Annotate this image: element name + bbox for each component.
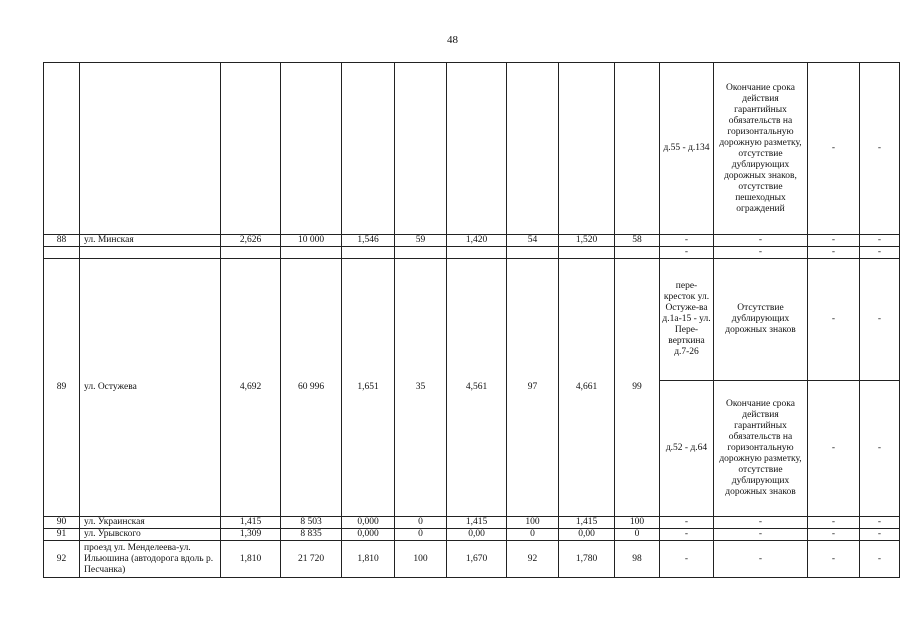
cell-c6: 100	[395, 541, 447, 578]
cell-c13: -	[860, 235, 900, 247]
cell-c9	[559, 63, 615, 235]
cell-reason: Отсутствие дублирующих дорожных знаков	[714, 259, 808, 381]
roads-table	[43, 62, 900, 578]
cell-c12: -	[808, 529, 860, 541]
cell-section: пере-кресток ул. Остуже-ва д.1а-15 - ул. Пере-верткина д.7-26	[660, 259, 714, 381]
table-row	[44, 235, 900, 247]
cell-c9: 4,661	[559, 259, 615, 517]
cell-c12: -	[808, 63, 860, 235]
cell-c9: 1,780	[559, 541, 615, 578]
cell-c9	[559, 247, 615, 259]
cell-c4	[281, 63, 342, 235]
cell-name: ул. Украинская	[80, 517, 221, 529]
cell-c7: 0,00	[447, 529, 507, 541]
cell-c5: 1,651	[342, 259, 395, 517]
cell-c12: -	[808, 517, 860, 529]
cell-c12: -	[808, 381, 860, 517]
cell-num: 91	[44, 529, 80, 541]
cell-reason: Окончание срока действия гарантийных обязательств на горизонтальную дорожную разметку, отсутствие дублирующих дорожных знаков	[714, 381, 808, 517]
cell-c7: 1,420	[447, 235, 507, 247]
cell-c5: 0,000	[342, 517, 395, 529]
cell-reason: Окончание срока действия гарантийных обязательств на горизонтальную дорожную разметку, отсутствие дублирующих дорожных знаков, отсутствие пешеходных ограждений	[714, 63, 808, 235]
cell-num: 92	[44, 541, 80, 578]
cell-reason: -	[714, 541, 808, 578]
cell-section: д.55 - д.134	[660, 63, 714, 235]
cell-c3	[221, 247, 281, 259]
cell-c8: 92	[507, 541, 559, 578]
cell-c12: -	[808, 235, 860, 247]
cell-c3: 1,309	[221, 529, 281, 541]
cell-c10: 98	[615, 541, 660, 578]
cell-c13: -	[860, 381, 900, 517]
cell-num: 90	[44, 517, 80, 529]
cell-c3: 2,626	[221, 235, 281, 247]
cell-c3	[221, 63, 281, 235]
cell-c8: 0	[507, 529, 559, 541]
cell-c4: 21 720	[281, 541, 342, 578]
cell-name	[80, 63, 221, 235]
cell-c9: 1,415	[559, 517, 615, 529]
cell-c13: -	[860, 63, 900, 235]
cell-c3: 1,415	[221, 517, 281, 529]
cell-reason: -	[714, 235, 808, 247]
table-row	[44, 529, 900, 541]
cell-c13: -	[860, 259, 900, 381]
cell-num	[44, 63, 80, 235]
cell-c10: 100	[615, 517, 660, 529]
cell-c13: -	[860, 517, 900, 529]
cell-c4	[281, 247, 342, 259]
cell-section: -	[660, 541, 714, 578]
table-row	[44, 541, 900, 578]
table-row	[44, 63, 900, 235]
cell-c8: 54	[507, 235, 559, 247]
cell-c9: 1,520	[559, 235, 615, 247]
cell-c4: 8 835	[281, 529, 342, 541]
cell-num: 88	[44, 235, 80, 247]
cell-name: проезд ул. Менделеева-ул. Ильюшина (автодорога вдоль р. Песчанка)	[80, 541, 221, 578]
cell-c3: 4,692	[221, 259, 281, 517]
cell-c7	[447, 247, 507, 259]
cell-c8	[507, 247, 559, 259]
cell-name: ул. Урывского	[80, 529, 221, 541]
cell-c12: -	[808, 541, 860, 578]
cell-c4: 10 000	[281, 235, 342, 247]
cell-c6: 59	[395, 235, 447, 247]
cell-c7: 4,561	[447, 259, 507, 517]
cell-c6	[395, 63, 447, 235]
cell-c6	[395, 247, 447, 259]
cell-section: д.52 - д.64	[660, 381, 714, 517]
cell-c13: -	[860, 541, 900, 578]
cell-c10: 58	[615, 235, 660, 247]
cell-c10	[615, 247, 660, 259]
cell-c13: -	[860, 529, 900, 541]
cell-c6: 35	[395, 259, 447, 517]
table-row	[44, 259, 900, 381]
cell-c8: 97	[507, 259, 559, 517]
cell-section: -	[660, 235, 714, 247]
cell-c5: 1,810	[342, 541, 395, 578]
cell-num	[44, 247, 80, 259]
cell-c3: 1,810	[221, 541, 281, 578]
cell-c5: 1,546	[342, 235, 395, 247]
cell-c4: 8 503	[281, 517, 342, 529]
page-number: 48	[447, 34, 458, 46]
cell-c9: 0,00	[559, 529, 615, 541]
cell-num: 89	[44, 259, 80, 517]
cell-section: -	[660, 247, 714, 259]
cell-c6: 0	[395, 517, 447, 529]
cell-c5	[342, 247, 395, 259]
cell-c12: -	[808, 247, 860, 259]
cell-c7: 1,415	[447, 517, 507, 529]
table-row	[44, 247, 900, 259]
cell-section: -	[660, 529, 714, 541]
cell-name: ул. Минская	[80, 235, 221, 247]
cell-c6: 0	[395, 529, 447, 541]
cell-c10: 99	[615, 259, 660, 517]
cell-c10	[615, 63, 660, 235]
cell-c7: 1,670	[447, 541, 507, 578]
cell-c4: 60 996	[281, 259, 342, 517]
table-row	[44, 517, 900, 529]
cell-reason: -	[714, 247, 808, 259]
cell-c10: 0	[615, 529, 660, 541]
cell-reason: -	[714, 529, 808, 541]
cell-c5: 0,000	[342, 529, 395, 541]
cell-section: -	[660, 517, 714, 529]
cell-c13: -	[860, 247, 900, 259]
cell-c12: -	[808, 259, 860, 381]
cell-reason: -	[714, 517, 808, 529]
cell-c5	[342, 63, 395, 235]
cell-c8: 100	[507, 517, 559, 529]
cell-c7	[447, 63, 507, 235]
cell-c8	[507, 63, 559, 235]
cell-name: ул. Остужева	[80, 259, 221, 517]
cell-name	[80, 247, 221, 259]
